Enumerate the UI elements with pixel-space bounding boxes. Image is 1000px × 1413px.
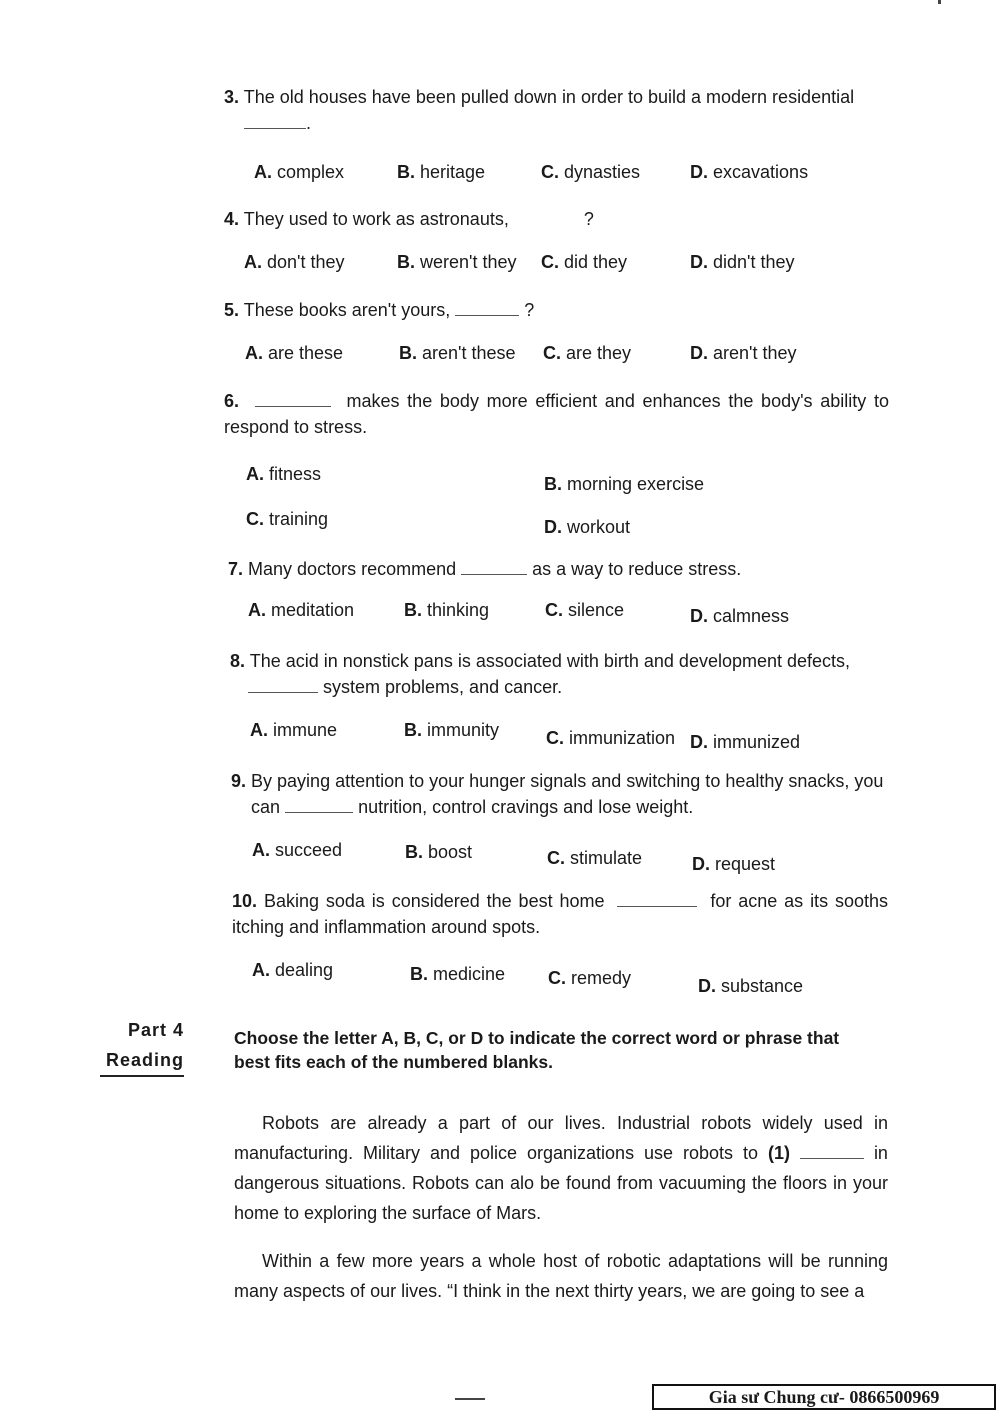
- question-text: makes the body more efficient and enhances the body's ability to respond to stress.: [224, 391, 889, 437]
- question-number: 9.: [231, 771, 247, 791]
- option-a: A. complex: [254, 162, 345, 182]
- question-text: By paying attention to your hunger signals and switching to healthy snacks, you: [251, 771, 884, 791]
- question-number: 6.: [224, 391, 240, 411]
- question-number: 8.: [230, 651, 246, 671]
- part-number: Part 4: [127, 1020, 184, 1040]
- option-a: A. meditation: [248, 600, 355, 620]
- option-b: B. heritage: [397, 162, 486, 182]
- question-9: [231, 768, 896, 820]
- scan-mark: [455, 1398, 485, 1400]
- option-b: B. immunity: [404, 720, 500, 740]
- question-text-cont: nutrition, control cravings and lose weight.: [358, 797, 694, 817]
- option-b: B. weren't they: [397, 252, 517, 272]
- option-d: D. aren't they: [690, 343, 797, 363]
- question-text: The old houses have been pulled down in order to build a modern residential: [243, 87, 855, 107]
- options-5: [0, 343, 1000, 371]
- options-8: [0, 720, 1000, 752]
- answer-blank: [285, 798, 353, 813]
- question-3: [224, 84, 889, 136]
- options-9: [0, 840, 1000, 874]
- options-3: [0, 162, 1000, 190]
- option-a: A. immune: [250, 720, 338, 740]
- option-c: C. remedy: [548, 968, 632, 988]
- question-text: These books aren't yours,: [243, 300, 451, 320]
- options-6-row1: [0, 464, 1000, 492]
- option-a: A. are these: [245, 343, 344, 363]
- options-6-row2: [0, 509, 1000, 537]
- answer-blank: [455, 301, 519, 316]
- option-c: C. did they: [541, 252, 628, 272]
- question-punct: ?: [583, 209, 594, 229]
- question-4: [224, 206, 889, 232]
- option-c: C. immunization: [546, 728, 676, 748]
- option-b: B. aren't these: [399, 343, 516, 363]
- answer-blank: [461, 560, 527, 575]
- option-b: B. thinking: [404, 600, 490, 620]
- option-c: C. training: [246, 509, 329, 529]
- option-b: B. medicine: [410, 964, 506, 984]
- question-8: [230, 648, 895, 700]
- option-b: B. boost: [405, 842, 473, 862]
- option-d: D. immunized: [690, 732, 801, 752]
- option-d: D. didn't they: [690, 252, 795, 272]
- option-c: C. are they: [543, 343, 632, 363]
- blank-number: (1): [768, 1143, 790, 1163]
- question-text-cont: for acne as its sooths itching and inflammation around spots.: [232, 891, 888, 937]
- question-text-cont: as a way to reduce stress.: [532, 559, 742, 579]
- question-10: [232, 888, 888, 940]
- question-number: 7.: [228, 559, 244, 579]
- question-7: [228, 556, 893, 582]
- option-a: A. succeed: [252, 840, 343, 860]
- answer-blank: [800, 1144, 864, 1159]
- part-title: Reading: [100, 1050, 184, 1077]
- question-text: The acid in nonstick pans is associated with birth and development defects,: [249, 651, 851, 671]
- question-number: 4.: [224, 209, 240, 229]
- question-text: Many doctors recommend: [248, 559, 457, 579]
- question-punct: ?: [524, 300, 535, 320]
- option-d: D. request: [692, 854, 776, 874]
- option-a: A. fitness: [246, 464, 322, 484]
- part-instruction: Choose the letter A, B, C, or D to indicate the correct word or phrase that best fits each of the numbered blanks.: [234, 1028, 840, 1072]
- question-text: They used to work as astronauts,: [243, 209, 509, 229]
- question-6: [224, 388, 889, 440]
- option-d: D. calmness: [690, 606, 790, 626]
- passage-paragraph-1: Robots are already a part of our lives. Industrial robots widely used in manufacturing. Military and police organizations use robots to (1) in dangerous situations. Robots can alo be found from vacuuming the floors in your home to exploring the surface of Mars.: [234, 1113, 888, 1223]
- option-d: D. workout: [544, 517, 631, 537]
- option-d: D. substance: [698, 976, 804, 996]
- answer-blank: [244, 114, 306, 129]
- question-text: Baking soda is considered the best home: [263, 891, 605, 911]
- options-7: [0, 600, 1000, 628]
- answer-blank: [248, 678, 318, 693]
- option-b: B. morning exercise: [544, 474, 705, 494]
- answer-blank: [255, 392, 331, 407]
- question-text-cont: system problems, and cancer.: [323, 677, 563, 697]
- option-a: A. dealing: [252, 960, 334, 980]
- question-number: 5.: [224, 300, 240, 320]
- question-5: [224, 297, 889, 323]
- footer-contact: Gia sư Chung cư- 0866500969: [652, 1384, 996, 1410]
- option-a: A. don't they: [244, 252, 345, 272]
- scan-mark: [938, 0, 941, 4]
- question-number: 3.: [224, 87, 240, 107]
- passage-paragraph-2: Within a few more years a whole host of robotic adaptations will be running many aspects of our lives. “I think in the next thirty years, we are going to see a: [234, 1251, 888, 1301]
- option-c: C. dynasties: [541, 162, 641, 182]
- option-c: C. silence: [545, 600, 625, 620]
- options-4: [0, 252, 1000, 280]
- option-d: D. excavations: [690, 162, 809, 182]
- answer-blank: [617, 892, 697, 907]
- question-punct: .: [306, 113, 312, 133]
- option-c: C. stimulate: [547, 848, 643, 868]
- options-10: [0, 960, 1000, 996]
- question-text-cont: can: [251, 797, 281, 817]
- question-number: 10.: [232, 891, 258, 911]
